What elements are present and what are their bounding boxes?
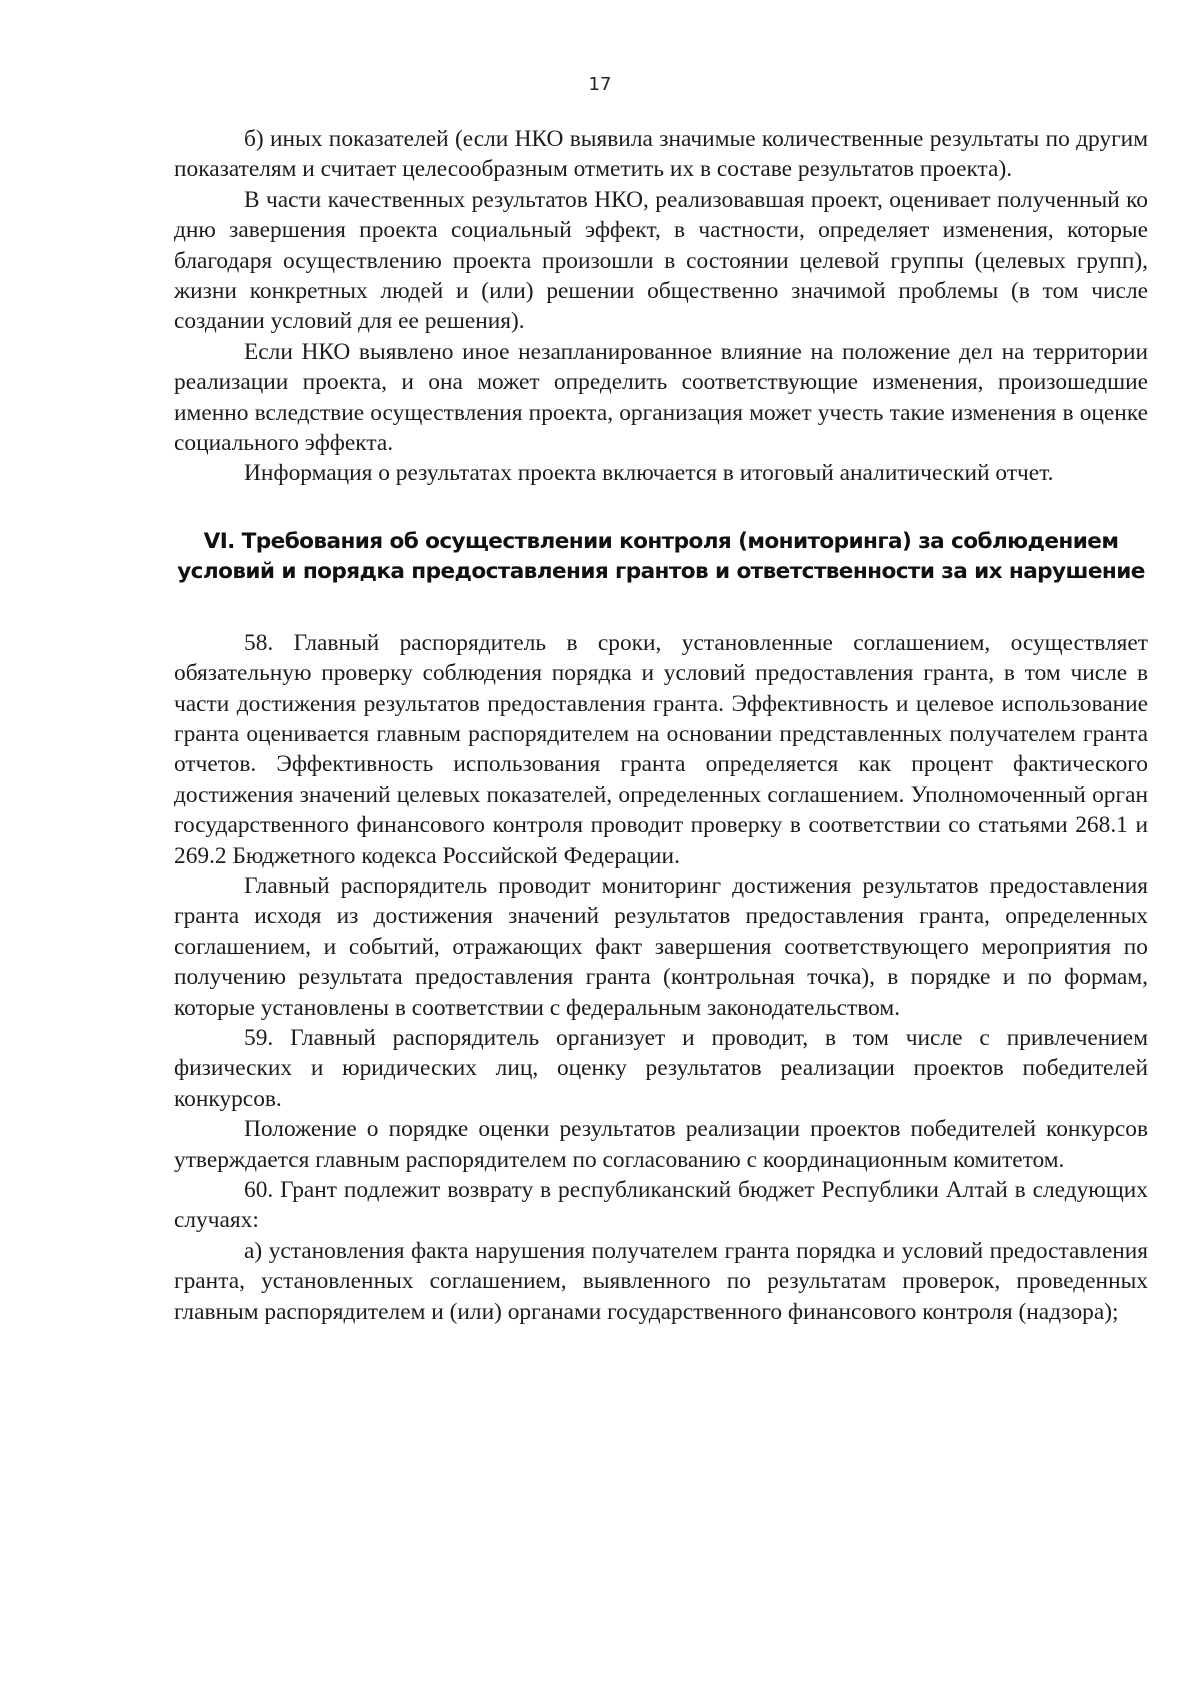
- paragraph-item-60: 60. Грант подлежит возврату в республиканский бюджет Республики Алтай в следующих случаях:: [174, 1177, 1148, 1234]
- paragraph-unplanned-impact: Если НКО выявлено иное незапланированное влияние на положение дел на территории реализации проекта, и она может определить соответствующие изменения, произошедшие именно вследствие осуществления проекта, организация может учесть такие изменения в оценке социального эффекта.: [174, 338, 1148, 457]
- paragraph-item-58: 58. Главный распорядитель в сроки, установленные соглашением, осуществляет обязательную проверку соблюдения порядка и условий предоставления гранта, в том числе в части достижения результатов предоставления гранта. Эффективность и целевое использование гранта оценивается главным распорядителем на основании представленных получателем гранта отчетов. Эффективность использования гранта определяется как процент фактического достижения значений целевых показателей, определенных соглашением. Уполномоченный орган государственного финансового контроля проводит проверку в соответствии со статьями 268.1 и 269.2 Бюджетного кодекса Российской Федерации.: [174, 629, 1148, 869]
- paragraph-evaluation-regulation: Положение о порядке оценки результатов реализации проектов победителей конкурсов утверждается главным распорядителем по согласованию с координационным комитетом.: [174, 1116, 1148, 1173]
- paragraph-item-60-a: а) установления факта нарушения получателем гранта порядка и условий предоставления гранта, установленных соглашением, выявленного по результатам проверок, проведенных главным распорядителем и (или) органами государственного финансового контроля (надзора);: [174, 1237, 1148, 1325]
- paragraph-final-report: Информация о результатах проекта включается в итоговый аналитический отчет.: [244, 460, 1054, 487]
- paragraph-qualitative-results: В части качественных результатов НКО, реализовавшая проект, оценивает полученный ко дню завершения проекта социальный эффект, в частности, определяет изменения, которые благодаря осуществлению проекта произошли в состоянии целевой группы (целевых групп), жизни конкретных людей и (или) решении общественно значимой проблемы (в том числе создании условий для ее решения).: [174, 186, 1148, 335]
- paragraph-monitoring: Главный распорядитель проводит мониторинг достижения результатов предоставления гранта исходя из достижения значений результатов предоставления гранта, определенных соглашением, и событий, отражающих факт завершения соответствующего мероприятия по получению результата предоставления гранта (контрольная точка), в порядке и по формам, которые установлены в соответствии с федеральным законодательством.: [174, 872, 1148, 1021]
- section-heading-vi: VI. Требования об осуществлении контроля (мониторинга) за соблюдением условий и порядка предоставления грантов и ответственности за их нарушение: [177, 528, 1145, 585]
- paragraph-item-59: 59. Главный распорядитель организует и проводит, в том числе с привлечением физических и юридических лиц, оценку результатов реализации проектов победителей конкурсов.: [174, 1024, 1148, 1112]
- page-number: 17: [588, 74, 612, 95]
- document-body: [174, 124, 1148, 1327]
- paragraph-other-indicators: б) иных показателей (если НКО выявила значимые количественные результаты по другим показателям и считает целесообразным отметить их в составе результатов проекта).: [174, 126, 1148, 183]
